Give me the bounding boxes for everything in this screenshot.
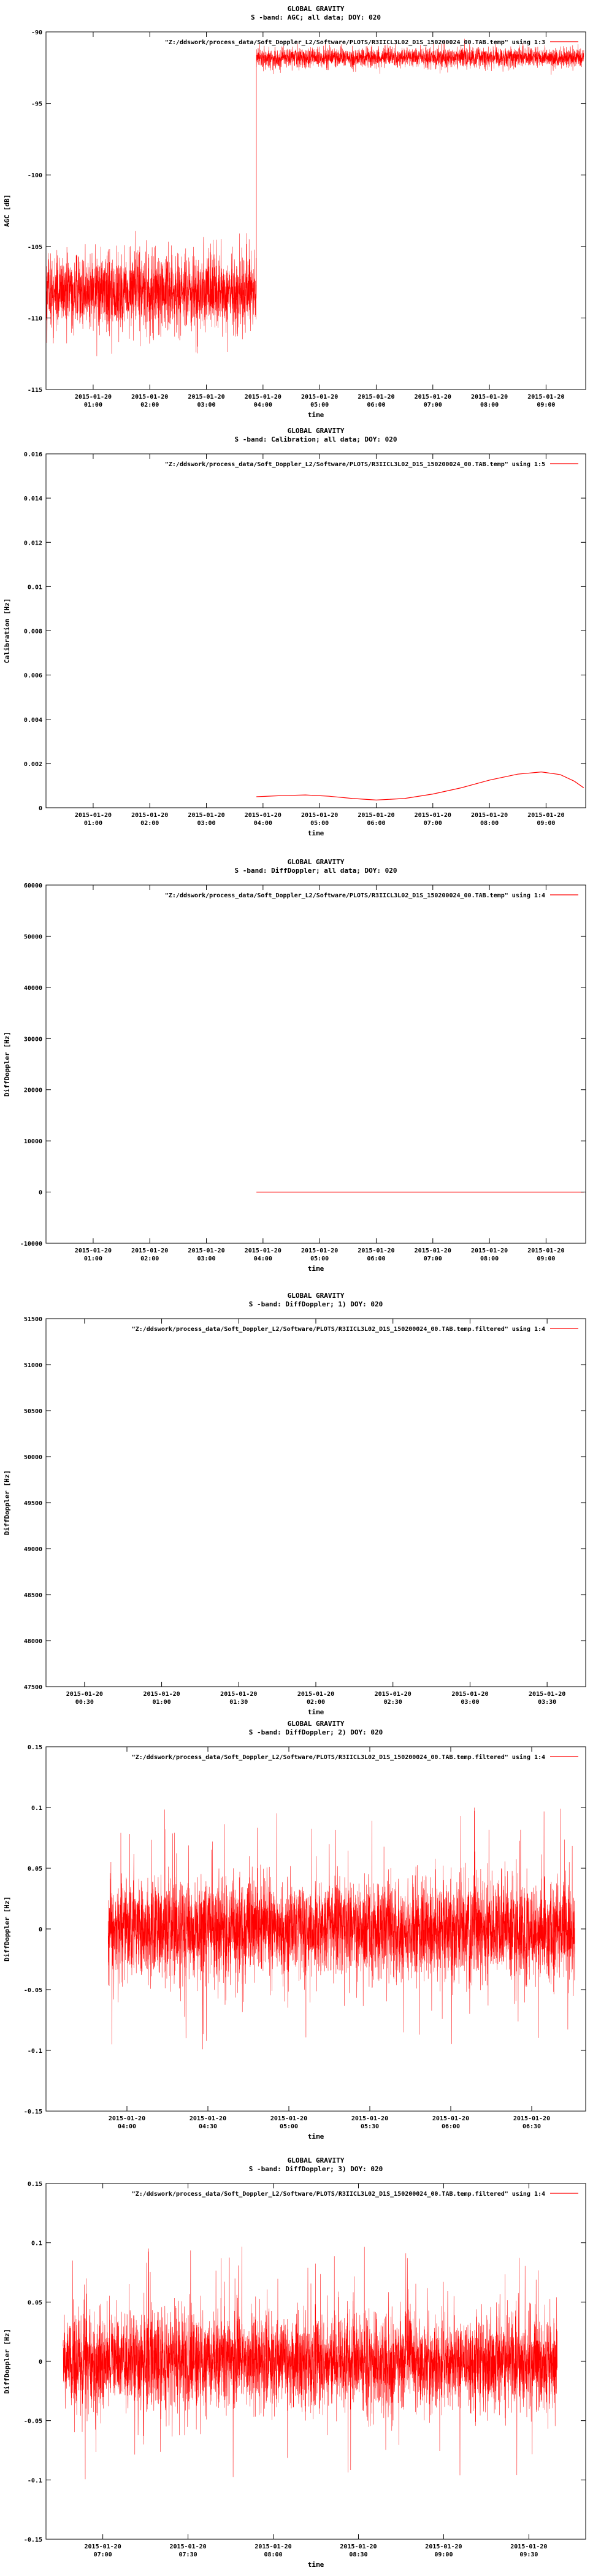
x-tick-time: 03:00 <box>461 1699 480 1706</box>
legend-label: "Z:/ddswork/process_data/Soft_Doppler_L2/Software/PLOTS/R3IICL3L02_D1S_150200024_00.TAB.temp" using 1:5 <box>164 461 545 468</box>
y-tick-label: -105 <box>27 243 42 251</box>
y-tick-label: 0 <box>38 2359 42 2366</box>
plot-frame <box>46 454 586 808</box>
x-tick-date: 2015-01-20 <box>131 394 169 401</box>
x-tick-date: 2015-01-20 <box>301 812 339 819</box>
x-tick-time: 03:00 <box>197 1255 216 1262</box>
legend-label: "Z:/ddswork/process_data/Soft_Doppler_L2/Software/PLOTS/R3IICL3L02_D1S_150200024_00.TAB.temp.filtered" using 1:4 <box>131 1754 545 1761</box>
y-tick-label: 48000 <box>23 1638 42 1645</box>
x-tick-date: 2015-01-20 <box>340 2543 377 2550</box>
x-tick-time: 06:00 <box>367 402 386 408</box>
x-tick-time: 01:00 <box>83 402 102 408</box>
y-tick-label: -0.15 <box>23 2537 42 2543</box>
chart-title: GLOBAL GRAVITY <box>287 5 345 13</box>
y-tick-label: 49500 <box>23 1500 42 1507</box>
y-tick-label: 48500 <box>23 1592 42 1599</box>
y-tick-label: -115 <box>27 387 42 394</box>
chart-3 <box>0 853 601 1282</box>
series-group <box>108 1807 575 2049</box>
x-tick-time: 05:00 <box>310 820 329 827</box>
x-axis-label: time <box>307 2133 324 2141</box>
x-tick-date: 2015-01-20 <box>358 1248 395 1254</box>
x-tick-time: 05:00 <box>310 1255 329 1262</box>
x-tick-time: 09:30 <box>519 2551 538 2558</box>
series-line <box>256 772 584 800</box>
legend-label: "Z:/ddswork/process_data/Soft_Doppler_L2/Software/PLOTS/R3IICL3L02_D1S_150200024_00.TAB.temp" using 1:4 <box>164 892 545 899</box>
y-tick-label: 40000 <box>23 984 42 992</box>
x-tick-date: 2015-01-20 <box>169 2543 207 2550</box>
x-tick-time: 07:00 <box>423 402 442 408</box>
x-tick-time: 01:00 <box>83 820 102 827</box>
y-tick-label: -0.05 <box>23 2418 42 2425</box>
y-axis-label: DiffDoppler [Hz] <box>3 1896 11 1961</box>
x-tick-time: 07:30 <box>178 2551 197 2558</box>
x-tick-date: 2015-01-20 <box>527 394 565 401</box>
y-tick-label: -10000 <box>20 1241 42 1248</box>
y-tick-label: 0.15 <box>27 1744 42 1751</box>
chart-subtitle: S -band: AGC; all data; DOY: 020 <box>251 13 381 21</box>
x-tick-date: 2015-01-20 <box>470 812 508 819</box>
y-tick-label: -0.15 <box>23 2109 42 2115</box>
x-tick-date: 2015-01-20 <box>470 1248 508 1254</box>
x-tick-date: 2015-01-20 <box>244 394 281 401</box>
y-tick-label: 51500 <box>23 1316 42 1323</box>
y-tick-label: 0 <box>38 1926 42 1933</box>
x-tick-date: 2015-01-20 <box>108 2115 146 2122</box>
x-tick-date: 2015-01-20 <box>510 2543 548 2550</box>
chart-2 <box>0 423 601 853</box>
x-tick-time: 09:00 <box>537 1255 556 1262</box>
y-tick-label: -0.05 <box>23 1987 42 1994</box>
y-tick-label: 51000 <box>23 1362 42 1369</box>
x-tick-time: 03:00 <box>197 402 216 408</box>
x-tick-time: 09:00 <box>537 402 556 408</box>
x-tick-time: 05:00 <box>279 2123 299 2130</box>
x-tick-date: 2015-01-20 <box>188 394 225 401</box>
y-tick-label: -110 <box>27 315 42 323</box>
chart-subtitle: S -band: Calibration; all data; DOY: 020 <box>234 435 397 443</box>
y-tick-label: 0.1 <box>31 2240 42 2247</box>
plot-frame <box>46 32 586 389</box>
y-tick-label: 0.012 <box>23 540 42 547</box>
x-tick-date: 2015-01-20 <box>84 2543 121 2550</box>
y-tick-label: -0.1 <box>27 2477 42 2485</box>
x-tick-date: 2015-01-20 <box>244 812 281 819</box>
y-tick-label: -95 <box>31 101 42 108</box>
x-tick-time: 03:30 <box>538 1699 557 1706</box>
x-tick-time: 02:30 <box>383 1699 402 1706</box>
x-tick-date: 2015-01-20 <box>351 2115 389 2122</box>
x-tick-time: 02:00 <box>140 1255 159 1262</box>
chart-title: GLOBAL GRAVITY <box>287 427 345 435</box>
x-tick-time: 08:00 <box>480 820 499 827</box>
y-axis-label: AGC [dB] <box>3 194 11 227</box>
x-tick-time: 07:00 <box>423 820 442 827</box>
legend-label: "Z:/ddswork/process_data/Soft_Doppler_L2/Software/PLOTS/R3IICL3L02_D1S_150200024_00.TAB.temp.filtered" using 1:4 <box>131 2191 545 2198</box>
y-tick-label: 50000 <box>23 1454 42 1461</box>
x-tick-time: 08:30 <box>349 2551 368 2558</box>
x-tick-date: 2015-01-20 <box>358 394 395 401</box>
x-tick-date: 2015-01-20 <box>301 1248 339 1254</box>
y-axis-label: DiffDoppler [Hz] <box>3 1032 11 1097</box>
x-tick-time: 08:00 <box>480 402 499 408</box>
x-tick-time: 02:00 <box>140 820 159 827</box>
x-tick-date: 2015-01-20 <box>451 1691 489 1698</box>
y-tick-label: 0.05 <box>27 2299 42 2307</box>
x-tick-date: 2015-01-20 <box>527 812 565 819</box>
x-tick-time: 08:00 <box>264 2551 283 2558</box>
chart-title: GLOBAL GRAVITY <box>287 2156 345 2164</box>
x-tick-date: 2015-01-20 <box>425 2543 462 2550</box>
x-tick-date: 2015-01-20 <box>143 1691 180 1698</box>
chart-subtitle: S -band: DiffDoppler; 3) DOY: 020 <box>248 2165 383 2173</box>
x-tick-date: 2015-01-20 <box>414 812 451 819</box>
x-tick-date: 2015-01-20 <box>188 812 225 819</box>
x-tick-date: 2015-01-20 <box>131 1248 169 1254</box>
y-tick-label: 60000 <box>23 883 42 889</box>
chart-title: GLOBAL GRAVITY <box>287 858 345 866</box>
x-tick-date: 2015-01-20 <box>244 1248 281 1254</box>
x-tick-date: 2015-01-20 <box>513 2115 551 2122</box>
x-tick-date: 2015-01-20 <box>358 812 395 819</box>
series-line <box>45 231 257 356</box>
y-axis-label: DiffDoppler [Hz] <box>3 2329 11 2394</box>
y-tick-label: 20000 <box>23 1087 42 1094</box>
x-tick-time: 01:30 <box>229 1699 248 1706</box>
x-tick-time: 01:00 <box>152 1699 171 1706</box>
x-axis-label: time <box>307 1265 324 1273</box>
x-tick-date: 2015-01-20 <box>66 1691 103 1698</box>
y-axis-label: DiffDoppler [Hz] <box>3 1470 11 1535</box>
chart-subtitle: S -band: DiffDoppler; 2) DOY: 020 <box>248 1728 383 1736</box>
x-tick-date: 2015-01-20 <box>74 812 112 819</box>
series-group <box>256 772 584 800</box>
x-tick-time: 09:00 <box>537 820 556 827</box>
x-axis-label: time <box>307 411 324 419</box>
x-tick-time: 07:00 <box>93 2551 112 2558</box>
x-tick-time: 00:30 <box>75 1699 94 1706</box>
y-tick-label: 0.15 <box>27 2181 42 2188</box>
x-tick-date: 2015-01-20 <box>414 394 451 401</box>
x-tick-date: 2015-01-20 <box>432 2115 470 2122</box>
x-tick-time: 04:00 <box>253 820 272 827</box>
series-line <box>256 39 584 282</box>
y-tick-label: 0.1 <box>31 1805 42 1812</box>
x-tick-date: 2015-01-20 <box>131 812 169 819</box>
x-tick-time: 06:00 <box>367 820 386 827</box>
y-tick-label: 0.004 <box>23 716 42 724</box>
y-tick-label: 0.016 <box>23 451 42 458</box>
x-tick-time: 03:00 <box>197 820 216 827</box>
chart-5 <box>0 1711 601 2147</box>
x-tick-date: 2015-01-20 <box>297 1691 335 1698</box>
x-tick-date: 2015-01-20 <box>527 1248 565 1254</box>
x-tick-time: 07:00 <box>423 1255 442 1262</box>
x-tick-time: 02:00 <box>306 1699 326 1706</box>
x-tick-date: 2015-01-20 <box>220 1691 258 1698</box>
y-tick-label: 0.014 <box>23 496 42 503</box>
x-tick-time: 04:00 <box>253 402 272 408</box>
y-axis-label: Calibration [Hz] <box>3 598 11 664</box>
y-tick-label: -0.1 <box>27 2048 42 2055</box>
y-tick-label: 50000 <box>23 933 42 941</box>
series-line <box>108 1807 575 2049</box>
y-tick-label: 0.01 <box>27 584 42 591</box>
y-tick-label: 47500 <box>23 1684 42 1691</box>
y-tick-label: 0.008 <box>23 628 42 635</box>
chart-6 <box>0 2147 601 2576</box>
chart-1 <box>0 0 601 423</box>
x-tick-time: 06:30 <box>522 2123 542 2130</box>
y-tick-label: 49000 <box>23 1546 42 1553</box>
series-group <box>63 2247 557 2479</box>
y-tick-label: 0 <box>38 805 42 812</box>
x-tick-date: 2015-01-20 <box>470 394 508 401</box>
x-tick-time: 01:00 <box>83 1255 102 1262</box>
x-tick-time: 06:00 <box>441 2123 461 2130</box>
x-tick-time: 05:00 <box>310 402 329 408</box>
x-tick-date: 2015-01-20 <box>414 1248 451 1254</box>
x-tick-time: 08:00 <box>480 1255 499 1262</box>
y-tick-label: 0.002 <box>23 761 42 768</box>
chart-subtitle: S -band: DiffDoppler; all data; DOY: 020 <box>234 867 397 875</box>
series-line <box>63 2247 557 2479</box>
legend-label: "Z:/ddswork/process_data/Soft_Doppler_L2/Software/PLOTS/R3IICL3L02_D1S_150200024_00.TAB.temp" using 1:3 <box>164 39 545 46</box>
x-tick-date: 2015-01-20 <box>74 1248 112 1254</box>
x-tick-time: 06:00 <box>367 1255 386 1262</box>
y-tick-label: 10000 <box>23 1138 42 1146</box>
y-tick-label: 0.006 <box>23 672 42 680</box>
y-tick-label: -100 <box>27 172 42 180</box>
x-tick-date: 2015-01-20 <box>301 394 339 401</box>
y-tick-label: 50500 <box>23 1408 42 1415</box>
series-group <box>45 39 584 356</box>
x-tick-time: 05:30 <box>360 2123 380 2130</box>
x-tick-time: 09:00 <box>434 2551 453 2558</box>
plot-frame <box>46 1319 586 1687</box>
x-tick-time: 04:30 <box>198 2123 218 2130</box>
chart-4 <box>0 1282 601 1716</box>
x-tick-time: 02:00 <box>140 402 159 408</box>
x-tick-time: 04:00 <box>117 2123 137 2130</box>
x-tick-date: 2015-01-20 <box>374 1691 412 1698</box>
y-tick-label: 0 <box>38 1189 42 1197</box>
y-tick-label: 30000 <box>23 1036 42 1043</box>
x-tick-time: 04:00 <box>253 1255 272 1262</box>
plot-frame <box>46 885 586 1243</box>
chart-title: GLOBAL GRAVITY <box>287 1720 345 1728</box>
x-axis-label: time <box>307 2561 324 2569</box>
x-axis-label: time <box>307 829 324 837</box>
chart-subtitle: S -band: DiffDoppler; 1) DOY: 020 <box>248 1300 383 1308</box>
x-tick-date: 2015-01-20 <box>529 1691 566 1698</box>
y-tick-label: 0.05 <box>27 1866 42 1873</box>
legend-label: "Z:/ddswork/process_data/Soft_Doppler_L2/Software/PLOTS/R3IICL3L02_D1S_150200024_00.TAB.temp.filtered" using 1:4 <box>131 1326 545 1333</box>
x-tick-date: 2015-01-20 <box>189 2115 227 2122</box>
x-axis-label: time <box>307 1708 324 1716</box>
chart-title: GLOBAL GRAVITY <box>287 1292 345 1300</box>
x-tick-date: 2015-01-20 <box>270 2115 308 2122</box>
x-tick-date: 2015-01-20 <box>188 1248 225 1254</box>
x-tick-date: 2015-01-20 <box>74 394 112 401</box>
x-tick-date: 2015-01-20 <box>255 2543 292 2550</box>
y-tick-label: -90 <box>31 29 42 36</box>
